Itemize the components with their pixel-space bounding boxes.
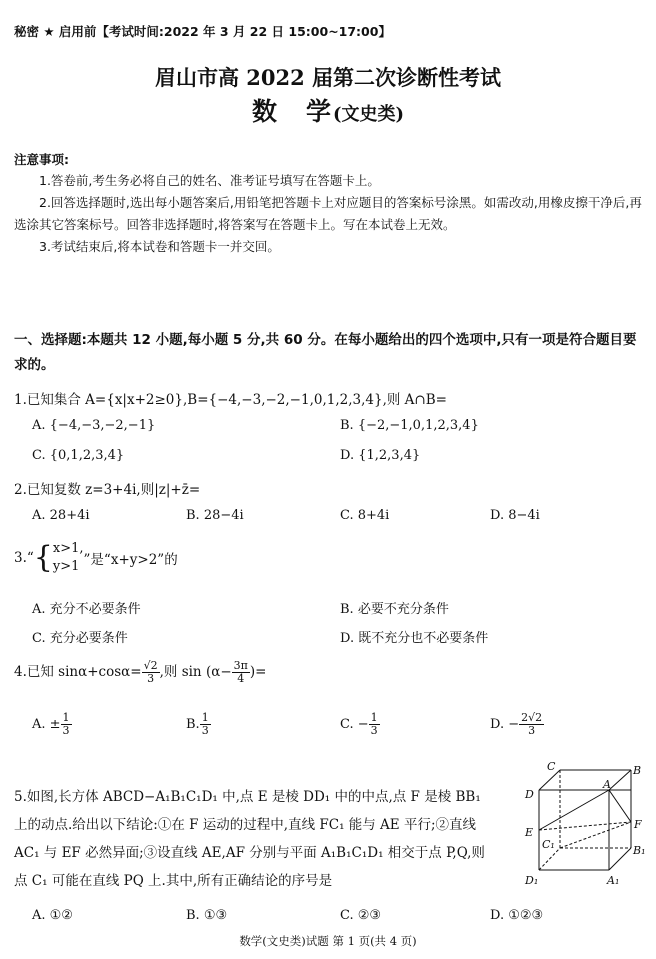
notice-item: 2.回答选择题时,选出每小题答案后,用铅笔把答题卡上对应题目的答案标号涂黑。如需改动,用橡皮擦干净后,再选涂其它答案标号。回答非选择题时,将答案写在答题卡上。写在本试卷上无效。 <box>14 195 642 232</box>
fraction-denominator: 4 <box>237 672 245 685</box>
segment-EF <box>539 822 631 830</box>
q2-option-b: B. 28−4i <box>186 508 244 523</box>
q3-condition-y: y>1 <box>52 559 80 574</box>
label-D1: D₁ <box>525 874 539 887</box>
q3-conditions <box>53 540 84 576</box>
label-D: D <box>525 788 534 801</box>
q3-stem-rest: ”是“x+y>2”的 <box>83 552 178 568</box>
subject-type: (文史类) <box>332 104 405 125</box>
notice-list <box>14 170 642 258</box>
q4-option-a <box>32 712 72 737</box>
edge-AB <box>609 770 631 790</box>
question-5-stem: 5.如图,长方体 ABCD−A₁B₁C₁D₁ 中,点 E 是棱 DD₁ 中的中点,点 F 是棱 BB₁ 上的动点.给出以下结论:①在 F 运动的过程中,直线 FC₁ 能与 AE 平行;②直线 AC₁ 与 EF 必然异面;③设直线 AE,AF 分别与平面 A₁B₁C₁D₁ 相交于点 P,Q,则点 C₁ 可能在直线 PQ 上.其中,所有正确结论的序号是 <box>14 789 485 889</box>
label-F: F <box>634 818 642 831</box>
fraction-numerator: 1 <box>62 711 70 724</box>
question-4-stem <box>14 660 266 685</box>
q2-option-a: A. 28+4i <box>32 508 90 523</box>
segment-EA <box>539 790 609 830</box>
label-B1: B₁ <box>633 844 645 857</box>
notice-item: 3.考试结束后,将本试卷和答题卡一并交回。 <box>39 239 280 254</box>
exam-subject <box>0 92 656 128</box>
q5-option-a: A. ①② <box>32 908 73 923</box>
option-fraction <box>519 712 544 737</box>
q5-option-d: D. ①②③ <box>490 908 544 923</box>
page-footer: 数学(文史类)试题 第 1 页(共 4 页) <box>239 934 417 948</box>
q3-number: 3. <box>14 550 27 566</box>
left-brace: { <box>33 540 53 575</box>
fraction-numerator: 2√2 <box>521 711 543 724</box>
notice-heading: 注意事项: <box>14 152 69 167</box>
q4-stem-mid: ,则 sin <box>159 664 202 680</box>
q1-option-a: A. {−4,−3,−2,−1} <box>32 418 156 433</box>
q3-option-c: C. 充分必要条件 <box>32 631 128 646</box>
edge-D1C1 <box>539 848 560 870</box>
q1-option-d: D. {1,2,3,4} <box>340 448 421 463</box>
label-A1: A₁ <box>607 874 620 887</box>
fraction-numerator: 1 <box>201 711 209 724</box>
option-prefix: A. ± <box>32 717 61 732</box>
fraction-denominator: 3 <box>62 724 70 737</box>
q1-option-c: C. {0,1,2,3,4} <box>32 448 125 463</box>
q4-option-d <box>490 712 544 737</box>
question-3-stem <box>14 540 178 576</box>
label-C1: C₁ <box>542 838 555 851</box>
q5-option-b: B. ①③ <box>186 908 228 923</box>
q4-option-b <box>186 712 211 737</box>
notice-item: 1.答卷前,考生务必将自己的姓名、准考证号填写在答题卡上。 <box>39 173 380 188</box>
q1-option-b: B. {−2,−1,0,1,2,3,4} <box>340 418 479 433</box>
fraction-numerator: 3π <box>233 659 248 672</box>
fraction-denominator: 3 <box>528 724 536 737</box>
option-prefix: B. <box>186 717 200 732</box>
segment-AF <box>609 790 631 822</box>
edge-DC <box>539 770 560 790</box>
cuboid-figure <box>505 760 645 890</box>
label-E: E <box>525 826 534 839</box>
question-1-stem: 1.已知集合 A={x|x+2≥0},B={−4,−3,−2,−1,0,1,2,3,4},则 A∩B= <box>14 392 447 408</box>
option-fraction <box>200 712 211 737</box>
edge-A1B1 <box>609 848 631 870</box>
q3-condition-x: x>1, <box>52 541 84 556</box>
q3-option-a: A. 充分不必要条件 <box>32 602 141 617</box>
fraction-denominator: 3 <box>201 724 209 737</box>
section-heading: 一、选择题:本题共 12 小题,每小题 5 分,共 60 分。在每小题给出的四个选项中,只有一项是符合题目要求的。 <box>14 332 637 373</box>
fraction-numerator: 1 <box>370 711 378 724</box>
q4-option-c <box>340 712 380 737</box>
q4-angle-fraction <box>232 660 250 685</box>
label-B: B <box>633 764 642 777</box>
q2-option-d: D. 8−4i <box>490 508 540 523</box>
q5-option-c: C. ②③ <box>340 908 382 923</box>
q3-option-b: B. 必要不充分条件 <box>340 602 449 617</box>
option-fraction <box>61 712 72 737</box>
fraction-denominator: 3 <box>370 724 378 737</box>
option-fraction <box>369 712 380 737</box>
q3-open-quote: “ <box>26 550 34 566</box>
q4-paren-pre: (α− <box>205 664 232 680</box>
option-prefix: D. − <box>490 717 520 732</box>
fraction-numerator: √2 <box>143 659 158 672</box>
q2-option-c: C. 8+4i <box>340 508 390 523</box>
exam-title: 眉山市高 2022 届第二次诊断性考试 <box>154 65 502 90</box>
q4-paren-post: )= <box>249 664 267 680</box>
fraction-denominator: 3 <box>147 672 155 685</box>
exam-header: 秘密 ★ 启用前【考试时间:2022 年 3 月 22 日 15:00~17:00】 <box>14 24 391 39</box>
q3-option-d: D. 既不充分也不必要条件 <box>340 631 489 646</box>
subject-name: 数 学 <box>251 97 333 126</box>
option-prefix: C. − <box>340 717 369 732</box>
segment-C1F <box>560 822 631 848</box>
q4-given-fraction <box>142 660 160 685</box>
question-2-stem: 2.已知复数 z=3+4i,则|z|+z̄= <box>14 482 201 498</box>
q4-stem-pre: 4.已知 sinα+cosα= <box>14 664 142 680</box>
label-C: C <box>547 760 556 773</box>
label-A: A <box>603 778 611 791</box>
